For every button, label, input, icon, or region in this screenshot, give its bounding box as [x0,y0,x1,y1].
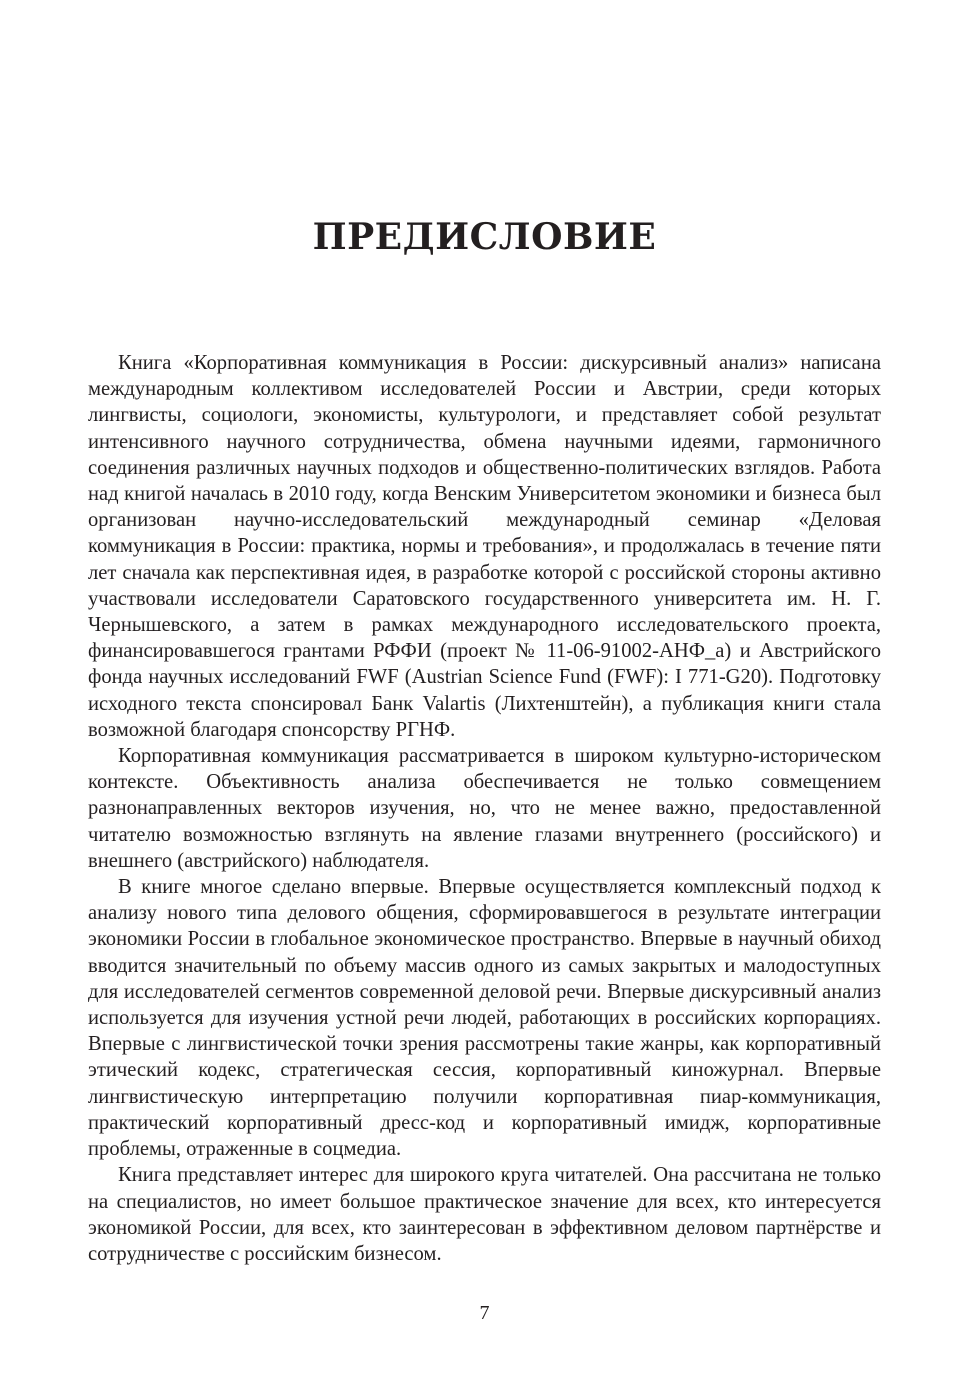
preface-body [88,350,881,1267]
page-number: 7 [479,1302,490,1324]
paragraph-1: Книга «Корпоративная коммуникация в России: дискурсивный анализ» написана международным коллективом исследователей России и Австрии, среди которых лингвисты, социологи, экономисты, культурологи, и представляет собой результат интенсивного научного сотрудничества, обмена научными идеями, гармоничного соединения различных научных подходов и общественно-политических взглядов. Работа над книгой началась в 2010 году, когда Венским Университетом экономики и бизнеса был организован научно-исследовательский международный семинар «Деловая коммуникация в России: практика, нормы и требования», и продолжалась в течение пяти лет сначала как перспективная идея, в разработке которой с российской стороны активно участвовали исследователи Саратовского государственного университета им. Н. Г. Чернышевского, а затем в рамках международного исследовательского проекта, финансировавшегося грантами РФФИ (проект № 11-06-91002-АНФ_а) и Австрийского фонда научных исследований FWF (Austrian Science Fund (FWF): I 771-G20). Подготовку исходного текста спонсировал Банк Valartis (Лихтенштейн), а публикация книги стала возможной благодаря спонсорству РГНФ. [88,352,881,741]
page-title: ПРЕДИСЛОВИЕ [312,216,657,258]
paragraph-4: Книга представляет интерес для широкого круга читателей. Она рассчитана не только на специалистов, но имеет большое практическое значение для всех, кто интересуется экономикой России, для всех, кто заинтересован в эффективном деловом партнёрстве и сотрудничестве с российским бизнесом. [88,1164,881,1265]
paragraph-3: В книге многое сделано впервые. Впервые осуществляется комплексный подход к анализу нового типа делового общения, сформировавшегося в результате интеграции экономики России в глобальное экономическое пространство. Впервые в научный обиход вводится значительный по объему массив одного из самых закрытых и малодоступных для исследователей сегментов современной деловой речи. Впервые дискурсивный анализ используется для изучения устной речи людей, работающих в российских корпорациях. Впервые с лингвистической точки зрения рассмотрены такие жанры, как корпоративный этический кодекс, стратегическая сессия, корпоративный киножурнал. Впервые лингвистическую интерпретацию получили корпоративная пиар-коммуникация, практический корпоративный дресс-код и корпоративный имидж, корпоративные проблемы, отраженные в соцмедиа. [88,876,881,1161]
paragraph-2: Корпоративная коммуникация рассматривается в широком культурно-историческом контексте. Объективность анализа обеспечивается не только совмещением разнонаправленных векторов изучения, но, что не менее важно, предоставленной читателю возможностью взглянуть на явление глазами внутреннего (российского) и внешнего (австрийского) наблюдателя. [88,745,881,872]
